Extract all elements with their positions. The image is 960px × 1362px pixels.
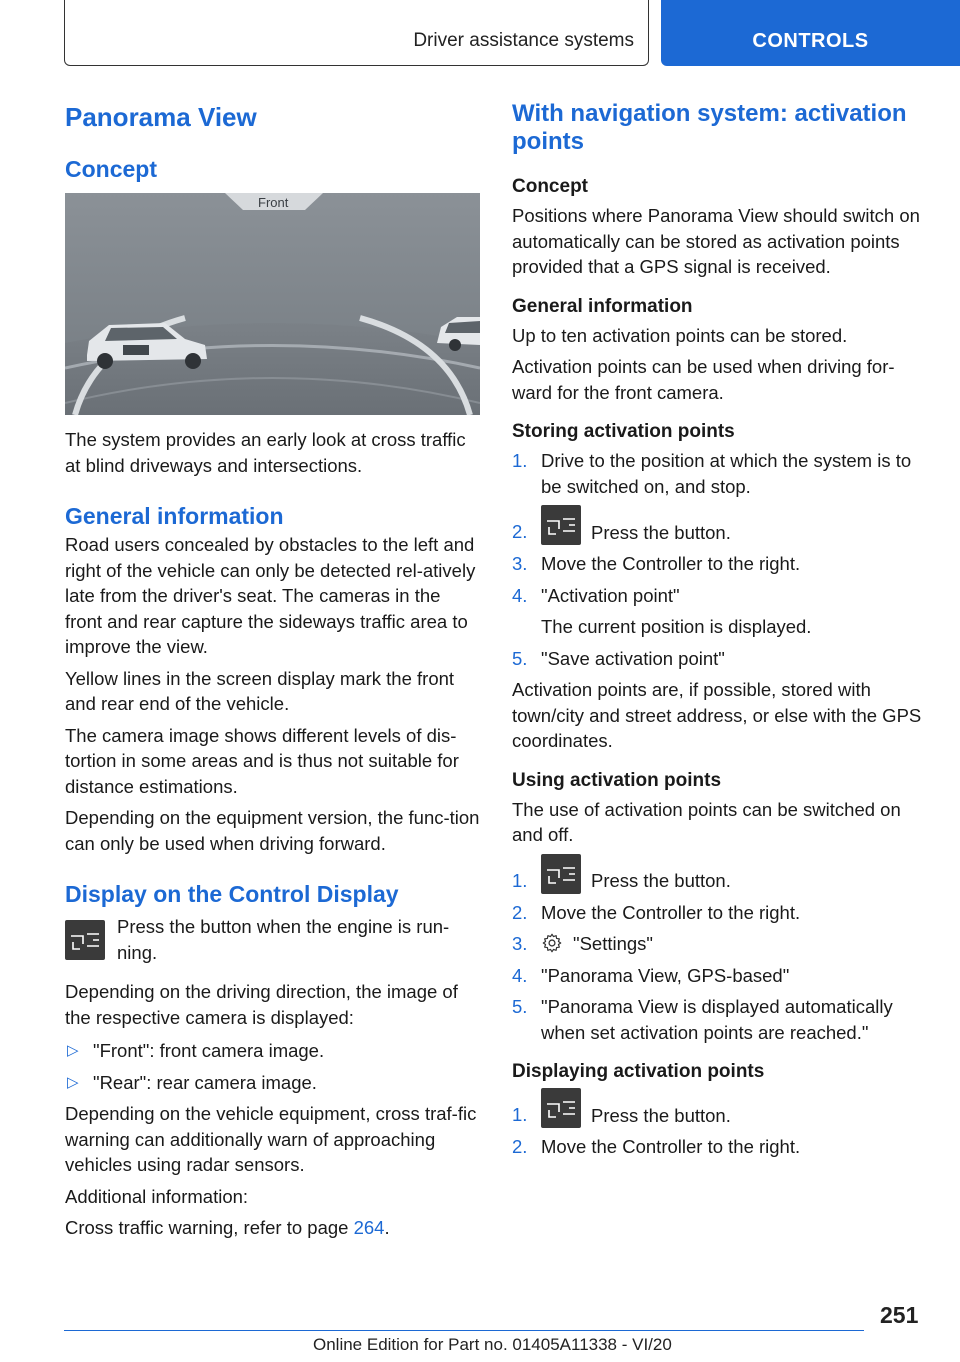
page-number: 251 — [880, 1302, 919, 1328]
list-item: 5. "Panorama View is displayed automatically when set activation points are reached." — [512, 996, 893, 1043]
concept-heading: Concept — [65, 156, 157, 182]
cross-traffic-text: Depending on the vehicle equipment, cross traf-fic warning can additionally warn of approaching vehicles using radar sensors. — [65, 1103, 477, 1175]
header-tab-label: CONTROLS — [752, 30, 869, 52]
using-heading: Using activation points — [512, 769, 722, 791]
reference-text: Cross traffic warning, refer to page 264. — [65, 1217, 390, 1238]
storing-after-text: Activation points are, if possible, stored with town/city and street address, or else with the GPS coordinates. — [512, 679, 922, 751]
right-column — [512, 100, 930, 1166]
triangle-bullet-icon: ▷ — [67, 1073, 79, 1091]
header-section-title: Driver assistance systems — [413, 30, 634, 51]
additional-info-label: Additional information: — [65, 1185, 249, 1207]
triangle-bullet-icon: ▷ — [67, 1042, 79, 1059]
left-column — [65, 100, 480, 1247]
camera-button-icon — [65, 920, 105, 960]
list-item: ▷ "Rear": rear camera image. — [65, 1070, 480, 1096]
storing-steps — [512, 448, 930, 671]
display-text: Depending on the driving direction, the image of the respective camera is displayed: — [65, 981, 458, 1028]
displaying-steps — [512, 1088, 930, 1160]
camera-button-icon — [541, 505, 581, 545]
camera-image — [65, 193, 480, 415]
camera-button-icon — [541, 1088, 581, 1128]
list-item: 1. Drive to the position at which the system is to be switched on, and stop. — [512, 450, 912, 497]
step-subtext: The current position is displayed. — [541, 616, 812, 637]
list-item: 2. Move the Controller to the right. — [512, 1136, 801, 1157]
display-heading: Display on the Control Display — [65, 881, 399, 907]
camera-button-icon — [541, 854, 581, 894]
general-para: Yellow lines in the screen display mark the front and rear end of the vehicle. — [65, 667, 455, 714]
display-button-instruction — [65, 914, 480, 965]
list-item: 2. Move the Controller to the right. — [512, 901, 801, 923]
concept-subheading: Concept — [512, 176, 588, 197]
footer-edition: Online Edition for Part no. 01405A11338 - VI/20 — [313, 1335, 672, 1354]
list-item: 5. "Save activation point" — [512, 647, 725, 669]
list-item: 2. Press the button. — [512, 505, 930, 545]
page-reference-link[interactable]: 264 — [353, 1217, 385, 1238]
general-para: Up to ten activation points can be stored. — [512, 324, 848, 346]
general-para: Activation points can be used when driving for-ward for the front camera. — [512, 356, 895, 403]
list-item: 1. Press the button. — [512, 854, 930, 894]
footer-divider — [64, 1330, 864, 1331]
list-item: ▷ "Front": front camera image. — [65, 1038, 480, 1064]
general-para: Road users concealed by obstacles to the left and right of the vehicle can only be detected rel-atively late from the driver's seat. The cameras in the front and rear capture the sideways traffic area to improve the view. — [65, 534, 476, 657]
general-para: Depending on the equipment version, the func-tion can only be used when driving forward. — [65, 807, 480, 854]
using-text: The use of activation points can be switched on and off. — [512, 798, 901, 845]
page-title: Panorama View — [65, 102, 257, 132]
general-para: The camera image shows different levels of dis-tortion in some areas and is thus not suitable for distance estimations. — [65, 724, 459, 797]
list-item: 4. "Activation point" The current position is displayed. — [512, 583, 930, 640]
list-item: 3. Move the Controller to the right. — [512, 553, 801, 574]
concept-text: Positions where Panorama View should switch on automatically can be stored as activation points provided that a GPS signal is received. — [512, 205, 920, 277]
activation-title: With navigation system: activation points — [512, 100, 907, 155]
concept-text: The system provides an early look at cross traffic at blind driveways and intersections. — [65, 429, 466, 476]
using-steps — [512, 854, 930, 1046]
camera-scene-illustration — [65, 193, 480, 415]
list-item: 4. "Panorama View, GPS-based" — [512, 964, 790, 986]
camera-bullet-list — [65, 1038, 480, 1095]
list-item: 1. Press the button. — [512, 1088, 930, 1128]
page-header — [0, 0, 960, 66]
header-tab[interactable] — [661, 0, 960, 66]
storing-heading: Storing activation points — [512, 421, 735, 442]
general-heading: General information — [65, 503, 284, 529]
general-subheading: General information — [512, 295, 693, 317]
displaying-heading: Displaying activation points — [512, 1061, 765, 1082]
display-icon-text: Press the button when the engine is run-ning. — [117, 916, 450, 963]
camera-front-label: Front — [258, 195, 289, 210]
header-section-box — [64, 0, 649, 66]
list-item: 3. "Settings" — [512, 933, 653, 954]
gear-icon — [541, 932, 563, 954]
